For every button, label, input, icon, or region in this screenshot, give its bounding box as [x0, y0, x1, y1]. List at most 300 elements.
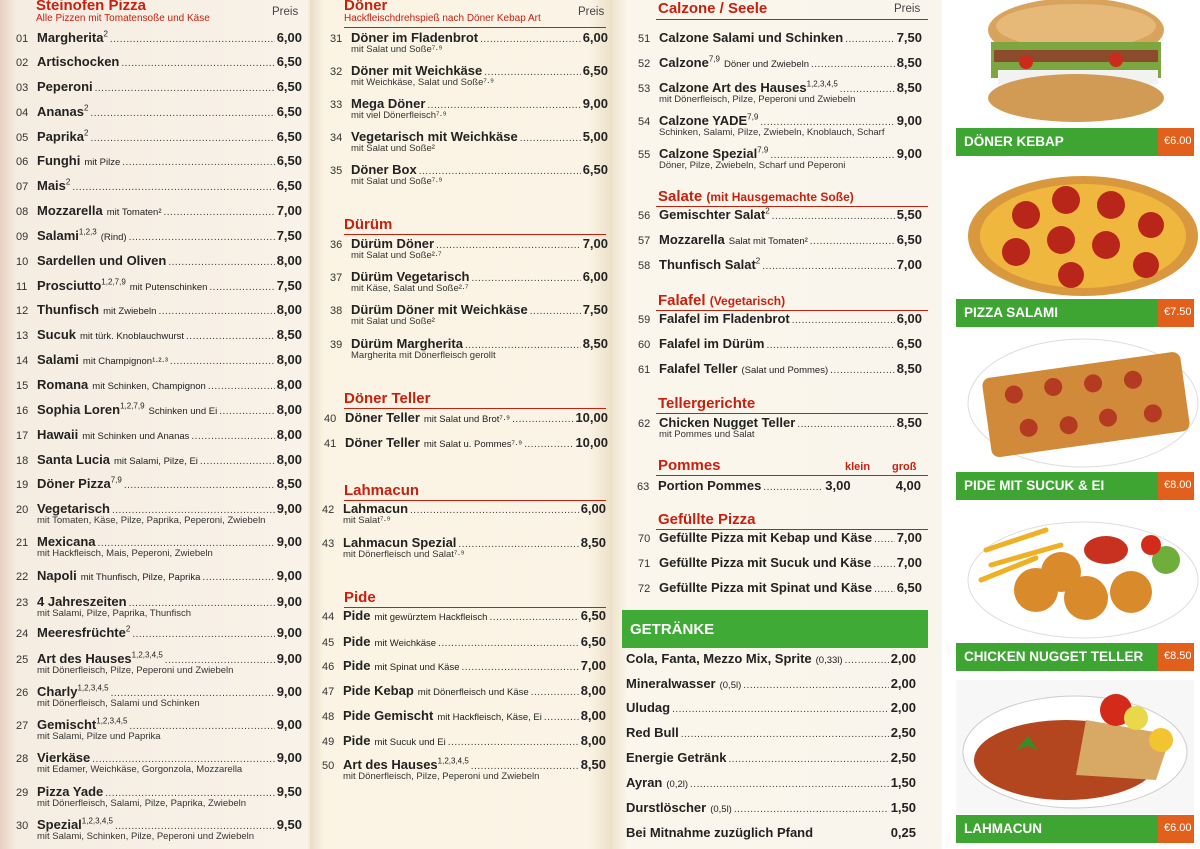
item-price: 9,00: [276, 501, 302, 516]
menu-item-row6[interactable]: [626, 800, 916, 824]
menu-item-36[interactable]: [330, 236, 608, 260]
item-name: Gefüllte Pizza mit Kebap und Käse: [659, 530, 873, 545]
item-name: Pide: [343, 608, 371, 623]
item-name: Salami: [37, 352, 79, 367]
item-number: 24: [16, 628, 29, 641]
item-price-klein: 3,00: [825, 478, 851, 493]
item-number: 47: [322, 686, 335, 698]
item-price: 6,50: [276, 104, 302, 120]
menu-item-43[interactable]: [322, 535, 606, 559]
item-number: 26: [16, 687, 29, 700]
doener-kebap-photo: [976, 0, 1176, 125]
item-number: 34: [330, 132, 343, 144]
photo-price: €7.50: [1158, 299, 1194, 327]
menu-item-37[interactable]: [330, 269, 608, 293]
item-name: Calzone Salami und Schinken: [659, 30, 844, 45]
item-number: 32: [330, 66, 343, 78]
section-title-calzone: Calzone / Seele: [658, 0, 768, 17]
menu-item-21[interactable]: [16, 534, 302, 558]
item-price: 9,00: [276, 625, 302, 641]
menu-item-50[interactable]: [322, 757, 606, 781]
item-price: 6,50: [276, 178, 302, 194]
menu-item-38[interactable]: [330, 302, 608, 326]
item-description: mit Salat und Soße⁷·⁹: [351, 44, 443, 55]
menu-item-58[interactable]: [638, 257, 922, 281]
item-price: 6,00: [580, 501, 606, 516]
item-name: Mega Döner: [351, 96, 426, 111]
item-name: Calzone Spezial$^{7,9}$: [659, 146, 769, 162]
item-name: Thunfisch: [37, 302, 100, 317]
item-price: 7,00: [582, 236, 608, 251]
menu-item-72[interactable]: [638, 580, 922, 604]
item-name: Margherita$^2$: [37, 30, 108, 46]
menu-item-40[interactable]: [324, 410, 608, 434]
item-price: 6,50: [896, 232, 922, 247]
item-number: 09: [16, 231, 29, 244]
item-number: 11: [16, 281, 28, 294]
menu-item-42[interactable]: [322, 501, 606, 525]
menu-item-25[interactable]: [16, 651, 302, 675]
item-number: 56: [638, 210, 651, 223]
item-name: Portion Pommes: [658, 478, 762, 493]
item-description: mit Pommes und Salat: [659, 429, 755, 440]
item-name: Meeresfrüchte$^2$: [37, 625, 131, 641]
item-description: mit Salat und Soße²: [351, 316, 435, 327]
item-name: Charly$^{1,2,3,4,5}$: [37, 684, 109, 700]
item-price: 6,00: [582, 30, 608, 45]
item-price: 8,50: [276, 327, 302, 342]
menu-item-row2[interactable]: [626, 700, 916, 724]
item-name: Funghi: [37, 153, 81, 168]
pommes-klein-label: klein: [845, 461, 871, 473]
item-price: 9,00: [276, 534, 302, 549]
item-price: 8,50: [896, 361, 922, 376]
item-description: mit Salami, Pilze und Paprika: [37, 731, 161, 742]
item-description: mit Tomaten, Käse, Pilze, Paprika, Peperoni, Zwiebeln: [37, 515, 266, 526]
menu-item-09[interactable]: [16, 228, 302, 252]
item-price: 9,00: [276, 717, 302, 733]
item-name: Artischocken: [37, 54, 120, 69]
menu-item-56[interactable]: [638, 207, 922, 231]
item-price: 9,00: [276, 684, 302, 700]
item-price: 7,00: [896, 257, 922, 273]
item-price: 1,50: [890, 800, 916, 815]
item-number: 51: [638, 33, 651, 45]
item-number: 01: [16, 33, 29, 46]
item-name: Dürüm Vegetarisch: [351, 269, 470, 284]
menu-item-02[interactable]: [16, 54, 302, 78]
item-name: Gefüllte Pizza mit Spinat und Käse: [659, 580, 873, 595]
item-number: 25: [16, 654, 29, 667]
item-name: Energie Getränk: [626, 750, 727, 765]
item-number: 08: [16, 206, 29, 218]
item-price: 6,50: [580, 608, 606, 623]
item-price: 7,50: [276, 228, 302, 244]
menu-item-29[interactable]: [16, 784, 302, 808]
menu-item-14[interactable]: [16, 352, 302, 376]
item-number: 41: [324, 438, 337, 450]
item-name: Lahmacun Spezial: [343, 535, 457, 550]
item-number: 20: [16, 504, 29, 516]
item-price: 9,00: [276, 594, 302, 609]
item-name: Vierkäse: [37, 750, 91, 765]
preis-header-calzone: Preis: [894, 3, 921, 15]
menu-item-57[interactable]: [638, 232, 922, 256]
item-number: 30: [16, 820, 29, 833]
menu-item-44[interactable]: [322, 608, 606, 632]
item-description: mit Dönerfleisch, Pilze, Peperoni und Zwiebeln: [343, 771, 540, 782]
item-description: mit Salami, Schinken, Pilze, Peperoni und Zwiebeln: [37, 831, 255, 842]
item-inline-note: mit Salami, Pilze, Ei: [113, 456, 198, 467]
item-inline-note: mit Weichkäse: [374, 638, 437, 649]
item-name: Hawaii: [37, 427, 79, 442]
item-name: Mozzarella: [37, 203, 103, 218]
item-number: 36: [330, 239, 343, 251]
item-inline-note: Salat mit Tomaten²: [728, 236, 808, 247]
section-subtitle-doener: Hackfleischdrehspieß nach Döner Kebap Art: [344, 13, 541, 24]
item-name: Gefüllte Pizza mit Sucuk und Käse: [659, 555, 872, 570]
menu-item-62[interactable]: [638, 415, 922, 439]
menu-item-35[interactable]: [330, 162, 608, 186]
item-price: 9,50: [276, 817, 302, 833]
item-number: 54: [638, 116, 651, 129]
section-title-duerum: Dürüm: [344, 216, 393, 233]
item-name: Vegetarisch mit Weichkäse: [351, 129, 518, 144]
item-name: Napoli: [37, 568, 77, 583]
menu-item-01[interactable]: [16, 30, 302, 54]
item-inline-note: (0,5l): [710, 804, 732, 815]
item-name: Salami$^{1,2,3}$: [37, 228, 97, 244]
item-name: Pide: [343, 733, 371, 748]
item-name: Peperoni: [37, 79, 93, 94]
item-price: 8,00: [276, 402, 302, 418]
item-description: mit Salat und Soße⁷·⁹: [351, 176, 443, 187]
item-price: 8,50: [896, 80, 922, 96]
item-price: 8,50: [582, 336, 608, 351]
photo-price: €8.50: [1158, 643, 1194, 671]
menu-item-row1[interactable]: [626, 676, 916, 700]
photo-column: [942, 0, 1200, 849]
item-price: 8,50: [580, 757, 606, 773]
item-price: 8,00: [580, 708, 606, 723]
chicken-nugget-photo: [966, 510, 1200, 640]
menu-item-32[interactable]: [330, 63, 608, 87]
menu-item-55[interactable]: [638, 146, 922, 170]
item-name: Bei Mitnahme zuzüglich Pfand: [626, 825, 814, 840]
item-name: Sucuk: [37, 327, 77, 342]
item-price: 2,50: [890, 725, 916, 740]
item-number: 50: [322, 760, 335, 773]
photo-price: €6.00: [1158, 128, 1194, 156]
item-description: mit Salat und Soße²: [351, 143, 435, 154]
menu-item-05[interactable]: [16, 129, 302, 153]
menu-item-61[interactable]: [638, 361, 922, 385]
item-name: Dürüm Döner: [351, 236, 435, 251]
menu-item-20[interactable]: [16, 501, 302, 525]
item-price: 8,00: [276, 452, 302, 467]
menu-item-row4[interactable]: [626, 750, 916, 774]
item-price: 6,50: [896, 580, 922, 595]
menu-item-24[interactable]: [16, 625, 302, 649]
item-number: 07: [16, 181, 29, 194]
item-number: 45: [322, 637, 335, 649]
menu-item-19[interactable]: [16, 476, 302, 500]
item-inline-note: mit Tomaten²: [106, 207, 162, 218]
item-number: 62: [638, 418, 651, 430]
item-inline-note: Schinken und Ei: [148, 406, 218, 418]
menu-item-17[interactable]: [16, 427, 302, 451]
item-price: 5,00: [582, 129, 608, 144]
item-name: Spezial$^{1,2,3,4,5}$: [37, 817, 113, 833]
item-inline-note: mit Schinken und Ananas: [82, 431, 190, 442]
menu-item-41[interactable]: [324, 435, 608, 459]
item-inline-note: (0,2l): [666, 779, 689, 790]
item-number: 22: [16, 571, 29, 583]
item-number: 21: [16, 537, 29, 549]
section-title-doener-teller: Döner Teller: [344, 390, 431, 407]
item-price: 2,50: [890, 750, 916, 765]
item-name: Döner Teller: [345, 435, 420, 450]
menu-item-08[interactable]: [16, 203, 302, 227]
item-price: 7,00: [276, 203, 302, 218]
item-price: 8,00: [276, 253, 302, 268]
item-price: 1,50: [890, 775, 916, 790]
item-price: 2,00: [890, 700, 916, 715]
item-number: 63: [637, 481, 650, 493]
item-price: 6,50: [276, 79, 302, 94]
section-subtitle-pizza: Alle Pizzen mit Tomatensoße und Käse: [36, 13, 210, 24]
item-name: Durstlöscher: [626, 800, 707, 815]
item-number: 43: [322, 538, 335, 550]
menu-item-48[interactable]: [322, 708, 606, 732]
photo-price: €8.00: [1158, 472, 1194, 500]
menu-item-10[interactable]: [16, 253, 302, 277]
item-name: Calzone$^{7,9}$: [659, 55, 720, 71]
item-name: Sardellen und Oliven: [37, 253, 167, 268]
item-price: 8,00: [276, 377, 302, 392]
menu-item-03[interactable]: [16, 79, 302, 103]
item-number: 29: [16, 787, 29, 799]
menu-item-28[interactable]: [16, 750, 302, 774]
section-title-lahmacun: Lahmacun: [344, 482, 420, 499]
item-name: Döner Box: [351, 162, 417, 177]
item-name: Pide: [343, 658, 371, 673]
item-price: 10,00: [575, 435, 608, 450]
calzone-column: [612, 0, 942, 849]
menu-item-04[interactable]: [16, 104, 302, 128]
item-number: 38: [330, 305, 343, 317]
item-price: 7,00: [580, 658, 606, 673]
item-description: mit Salat und Soße²·⁷: [351, 250, 442, 261]
menu-item-46[interactable]: [322, 658, 606, 682]
item-name: Dürüm Margherita: [351, 336, 463, 351]
item-description: Margherita mit Dönerfleisch gerollt: [351, 350, 496, 361]
photo-label-pide: PIDE MIT SUCUK & EI €8.00: [956, 472, 1194, 500]
menu-item-row3[interactable]: [626, 725, 916, 749]
item-price: 2,00: [890, 651, 916, 666]
item-number: 60: [638, 339, 651, 351]
item-price: 6,50: [580, 634, 606, 649]
item-number: 71: [638, 558, 651, 570]
item-name: Vegetarisch: [37, 501, 110, 516]
menu-item-49[interactable]: [322, 733, 606, 757]
menu-item-15[interactable]: [16, 377, 302, 401]
item-name: Cola, Fanta, Mezzo Mix, Sprite: [626, 651, 812, 666]
item-description: mit Edamer, Weichkäse, Gorgonzola, Mozzarella: [37, 764, 243, 775]
item-name: Gemischter Salat$^2$: [659, 207, 770, 223]
item-price: 8,50: [896, 415, 922, 430]
menu-item-27[interactable]: [16, 717, 302, 741]
item-number: 13: [16, 330, 29, 342]
item-name: Döner im Fladenbrot: [351, 30, 479, 45]
photo-label-chicken-nugget: CHICKEN NUGGET TELLER €8.50: [956, 643, 1194, 671]
item-price: 8,50: [896, 55, 922, 71]
item-number: 58: [638, 260, 651, 273]
item-number: 28: [16, 753, 29, 765]
item-price: 5,50: [896, 207, 922, 223]
item-inline-note: mit Pilze: [84, 157, 121, 168]
item-inline-note: mit Thunfisch, Pilze, Paprika: [80, 572, 201, 583]
item-number: 52: [638, 58, 651, 71]
item-number: 40: [324, 413, 337, 425]
item-name: Gemischt$^{1,2,3,4,5}$: [37, 717, 128, 733]
menu-item-53[interactable]: [638, 80, 922, 104]
menu-item-63[interactable]: [637, 478, 921, 502]
menu-item-06[interactable]: [16, 153, 302, 177]
menu-item-34[interactable]: [330, 129, 608, 153]
menu-item-39[interactable]: [330, 336, 608, 360]
item-price: 8,00: [580, 683, 606, 698]
menu-item-16[interactable]: [16, 402, 302, 426]
item-price: 6,50: [582, 162, 608, 177]
item-inline-note: mit Salat und Brot⁷·⁹: [423, 414, 511, 425]
item-inline-note: mit Zwiebeln: [103, 306, 157, 317]
item-inline-note: (Salat und Pommes): [741, 365, 829, 376]
item-description: mit Weichkäse, Salat und Soße⁷·⁹: [351, 77, 495, 88]
menu-item-row7[interactable]: [626, 825, 916, 849]
item-name: Sophia Loren$^{1,2,7,9}$: [37, 402, 145, 418]
item-name: Lahmacun: [343, 501, 409, 516]
menu-item-31[interactable]: [330, 30, 608, 54]
item-number: 15: [16, 380, 29, 392]
menu-item-54[interactable]: [638, 113, 922, 137]
item-inline-note: mit Schinken, Champignon: [92, 381, 206, 392]
item-number: 61: [638, 364, 651, 376]
menu-item-59[interactable]: [638, 311, 922, 335]
menu-item-45[interactable]: [322, 634, 606, 658]
item-name: Döner Teller: [345, 410, 420, 425]
pommes-gross-label: groß: [892, 461, 917, 473]
menu-item-13[interactable]: [16, 327, 302, 351]
item-description: Schinken, Salami, Pilze, Zwiebeln, Knoblauch, Scharf: [659, 127, 885, 138]
menu-item-51[interactable]: [638, 30, 922, 54]
item-name: Mozzarella: [659, 232, 725, 247]
item-number: 55: [638, 149, 651, 162]
item-number: 03: [16, 82, 29, 94]
item-name: Romana: [37, 377, 89, 392]
section-title-pommes: Pommes: [658, 457, 721, 474]
item-price: 6,50: [582, 63, 608, 78]
item-description: mit Salat⁷·⁹: [343, 515, 391, 526]
item-name: Mais$^2$: [37, 178, 71, 194]
section-title-gefuellte-pizza: Gefüllte Pizza: [658, 511, 756, 528]
menu-item-47[interactable]: [322, 683, 606, 707]
item-description: mit viel Dönerfleisch⁷·⁹: [351, 110, 447, 121]
lahmacun-photo: [956, 680, 1194, 814]
item-inline-note: mit gewürztem Hackfleisch: [374, 612, 488, 623]
item-price: 8,00: [276, 302, 302, 317]
item-price: 6,50: [896, 336, 922, 351]
item-number: 57: [638, 235, 651, 247]
doener-column: [310, 0, 612, 849]
item-inline-note: (0,33l): [815, 655, 843, 666]
item-name: Pide Gemischt: [343, 708, 434, 723]
item-price: 9,00: [276, 568, 302, 583]
menu-item-row5[interactable]: [626, 775, 916, 799]
item-inline-note: mit Dönerfleisch und Käse: [417, 687, 529, 698]
item-price: 6,00: [582, 269, 608, 284]
item-price: 7,00: [896, 530, 922, 545]
item-inline-note: mit Putenschinken: [129, 282, 208, 294]
item-description: mit Hackfleisch, Mais, Peperoni, Zwiebeln: [37, 548, 213, 559]
item-name: Döner Pizza$^{7,9}$: [37, 476, 122, 492]
menu-item-12[interactable]: [16, 302, 302, 326]
menu-item-18[interactable]: [16, 452, 302, 476]
item-name: Uludag: [626, 700, 671, 715]
menu-item-30[interactable]: [16, 817, 302, 841]
menu-item-70[interactable]: [638, 530, 922, 554]
menu-item-row0[interactable]: [626, 651, 916, 675]
item-price: 9,00: [276, 750, 302, 765]
menu-item-26[interactable]: [16, 684, 302, 708]
menu-item-33[interactable]: [330, 96, 608, 120]
photo-label-doener-kebap: DÖNER KEBAP €6.00: [956, 128, 1194, 156]
item-name: Santa Lucia: [37, 452, 110, 467]
item-inline-note: mit Champignon¹·²·³: [82, 356, 168, 367]
item-name: Thunfisch Salat$^2$: [659, 257, 761, 273]
item-number: 16: [16, 405, 29, 418]
item-name: Mexicana: [37, 534, 96, 549]
item-price: 6,00: [276, 30, 302, 46]
item-price: 7,00: [896, 555, 922, 570]
item-name: Ayran: [626, 775, 663, 790]
menu-item-23[interactable]: [16, 594, 302, 618]
item-number: 39: [330, 339, 343, 351]
menu-item-60[interactable]: [638, 336, 922, 360]
item-name: Calzone Art des Hauses$^{1,2,3,4,5}$: [659, 80, 838, 96]
item-inline-note: mit Sucuk und Ei: [374, 737, 446, 748]
item-name: Mineralwasser: [626, 676, 716, 691]
menu-item-11[interactable]: [16, 278, 302, 302]
item-description: mit Dönerfleisch, Pilze, Peperoni und Zwiebeln: [659, 94, 856, 105]
menu-item-52[interactable]: [638, 55, 922, 79]
item-name: 4 Jahreszeiten: [37, 594, 127, 609]
item-number: 48: [322, 711, 335, 723]
section-title-pide: Pide: [344, 589, 376, 606]
item-description: Döner, Pilze, Zwiebeln, Scharf und Peperoni: [659, 160, 846, 171]
menu-item-07[interactable]: [16, 178, 302, 202]
item-inline-note: mit Salat u. Pommes⁷·⁹: [423, 439, 523, 450]
menu-item-71[interactable]: [638, 555, 922, 579]
pide-photo: [966, 335, 1200, 470]
item-number: 70: [638, 533, 651, 545]
item-inline-note: (0,5l): [719, 680, 742, 691]
menu-item-22[interactable]: [16, 568, 302, 592]
getraenke-banner: GETRÄNKE: [622, 610, 928, 648]
item-name: Calzone YADE$^{7,9}$: [659, 113, 759, 129]
item-number: 59: [638, 314, 651, 326]
item-name: Red Bull: [626, 725, 679, 740]
